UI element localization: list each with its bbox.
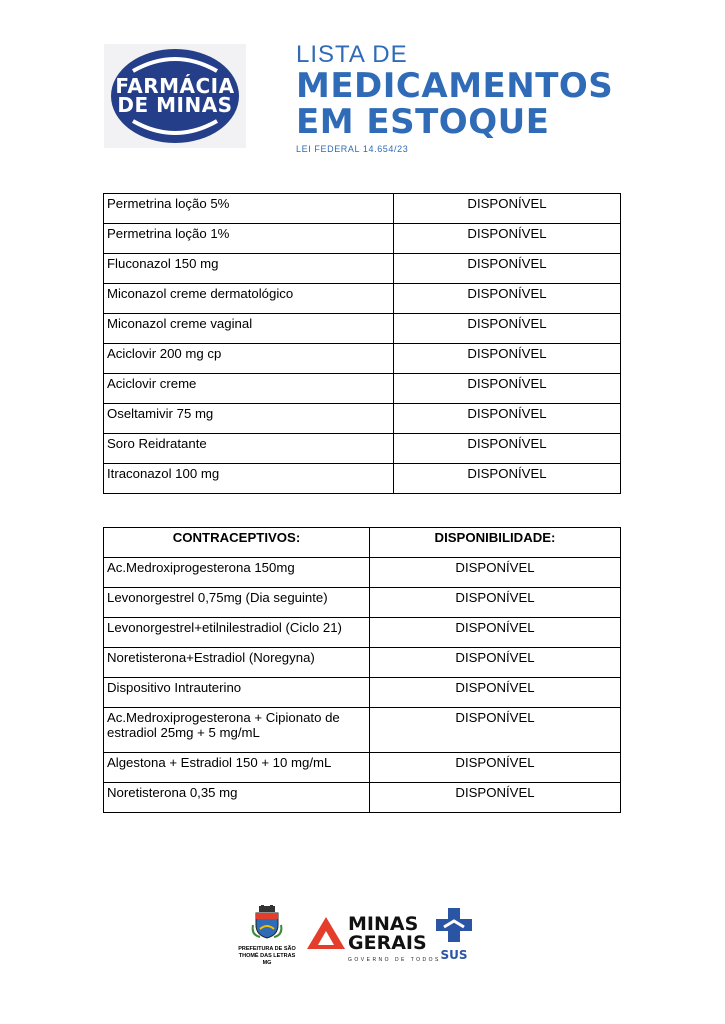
page-title	[296, 42, 613, 154]
contraceptive-name: Ac.Medroxiprogesterona + Cipionato de estradiol 25mg + 5 mg/mL	[104, 708, 370, 753]
sus-text: SUS	[440, 948, 468, 962]
availability-status: DISPONÍVEL	[394, 284, 621, 314]
sus-cross-icon	[434, 907, 474, 943]
table-row	[104, 753, 621, 783]
table-row	[104, 678, 621, 708]
availability-status: DISPONÍVEL	[370, 708, 621, 753]
medication-name: Aciclovir creme	[104, 374, 394, 404]
medication-name: Permetrina loção 5%	[104, 194, 394, 224]
prefeitura-text-line2: THOMÉ DAS LETRAS MG	[238, 953, 296, 966]
title-line3: EM ESTOQUE	[296, 102, 550, 142]
table-row	[104, 314, 621, 344]
title-line2: MEDICAMENTOS	[296, 66, 614, 106]
hands-icon	[111, 49, 239, 143]
contraceptive-name: Noretisterona 0,35 mg	[104, 783, 370, 813]
contraceptive-name: Algestona + Estradiol 150 + 10 mg/mL	[104, 753, 370, 783]
availability-status: DISPONÍVEL	[394, 464, 621, 494]
table-row	[104, 404, 621, 434]
footer-logos	[0, 905, 725, 975]
minas-gerais-triangle-icon	[306, 915, 346, 951]
availability-status: DISPONÍVEL	[370, 678, 621, 708]
medication-name: Aciclovir 200 mg cp	[104, 344, 394, 374]
contraceptive-name: Levonorgestrel+etilnilestradiol (Ciclo 21)	[104, 618, 370, 648]
logo-circle	[111, 49, 239, 143]
table-row	[104, 434, 621, 464]
availability-status: DISPONÍVEL	[394, 434, 621, 464]
law-reference: LEI FEDERAL 14.654/23	[296, 144, 409, 154]
mg-subtitle: GOVERNO DE TODOS	[348, 957, 441, 963]
medications-table	[103, 193, 621, 494]
availability-status: DISPONÍVEL	[370, 648, 621, 678]
availability-status: DISPONÍVEL	[370, 753, 621, 783]
logo-text-line2: DE MINAS	[117, 93, 233, 117]
availability-status: DISPONÍVEL	[394, 194, 621, 224]
column-header-availability: DISPONIBILIDADE:	[370, 528, 621, 558]
table-row	[104, 708, 621, 753]
availability-status: DISPONÍVEL	[394, 254, 621, 284]
table-row	[104, 344, 621, 374]
availability-status: DISPONÍVEL	[370, 783, 621, 813]
table-header-row	[104, 528, 621, 558]
table-row	[104, 254, 621, 284]
availability-status: DISPONÍVEL	[394, 374, 621, 404]
medication-name: Miconazol creme vaginal	[104, 314, 394, 344]
availability-status: DISPONÍVEL	[394, 344, 621, 374]
contraceptive-name: Dispositivo Intrauterino	[104, 678, 370, 708]
table-row	[104, 194, 621, 224]
coat-of-arms-icon	[250, 905, 284, 939]
availability-status: DISPONÍVEL	[370, 588, 621, 618]
availability-status: DISPONÍVEL	[394, 224, 621, 254]
availability-status: DISPONÍVEL	[394, 314, 621, 344]
logo-text-line1: FARMÁCIA	[115, 74, 235, 98]
table-row	[104, 464, 621, 494]
farmacia-de-minas-logo	[104, 44, 246, 148]
table-row	[104, 224, 621, 254]
availability-status: DISPONÍVEL	[394, 404, 621, 434]
prefeitura-text-line1: PREFEITURA DE SÃO	[238, 946, 296, 952]
table-row	[104, 783, 621, 813]
table-row	[104, 284, 621, 314]
medication-name: Soro Reidratante	[104, 434, 394, 464]
mg-word-line1: MINAS	[348, 913, 419, 935]
medication-name: Miconazol creme dermatológico	[104, 284, 394, 314]
table-row	[104, 588, 621, 618]
table-row	[104, 648, 621, 678]
table-row	[104, 558, 621, 588]
contraceptive-name: Noretisterona+Estradiol (Noregyna)	[104, 648, 370, 678]
availability-status: DISPONÍVEL	[370, 558, 621, 588]
prefeitura-logo	[237, 905, 297, 967]
title-line1: LISTA DE	[296, 41, 408, 68]
contraceptive-name: Ac.Medroxiprogesterona 150mg	[104, 558, 370, 588]
contraceptive-name: Levonorgestrel 0,75mg (Dia seguinte)	[104, 588, 370, 618]
medication-name: Itraconazol 100 mg	[104, 464, 394, 494]
availability-status: DISPONÍVEL	[370, 618, 621, 648]
minas-gerais-logo	[306, 913, 441, 963]
sus-logo	[434, 907, 474, 962]
mg-word-line2: GERAIS	[348, 932, 427, 954]
table-row	[104, 374, 621, 404]
column-header-contraceptives: CONTRACEPTIVOS:	[104, 528, 370, 558]
medication-name: Fluconazol 150 mg	[104, 254, 394, 284]
medication-name: Permetrina loção 1%	[104, 224, 394, 254]
contraceptives-table	[103, 527, 621, 813]
table-row	[104, 618, 621, 648]
medication-name: Oseltamivir 75 mg	[104, 404, 394, 434]
